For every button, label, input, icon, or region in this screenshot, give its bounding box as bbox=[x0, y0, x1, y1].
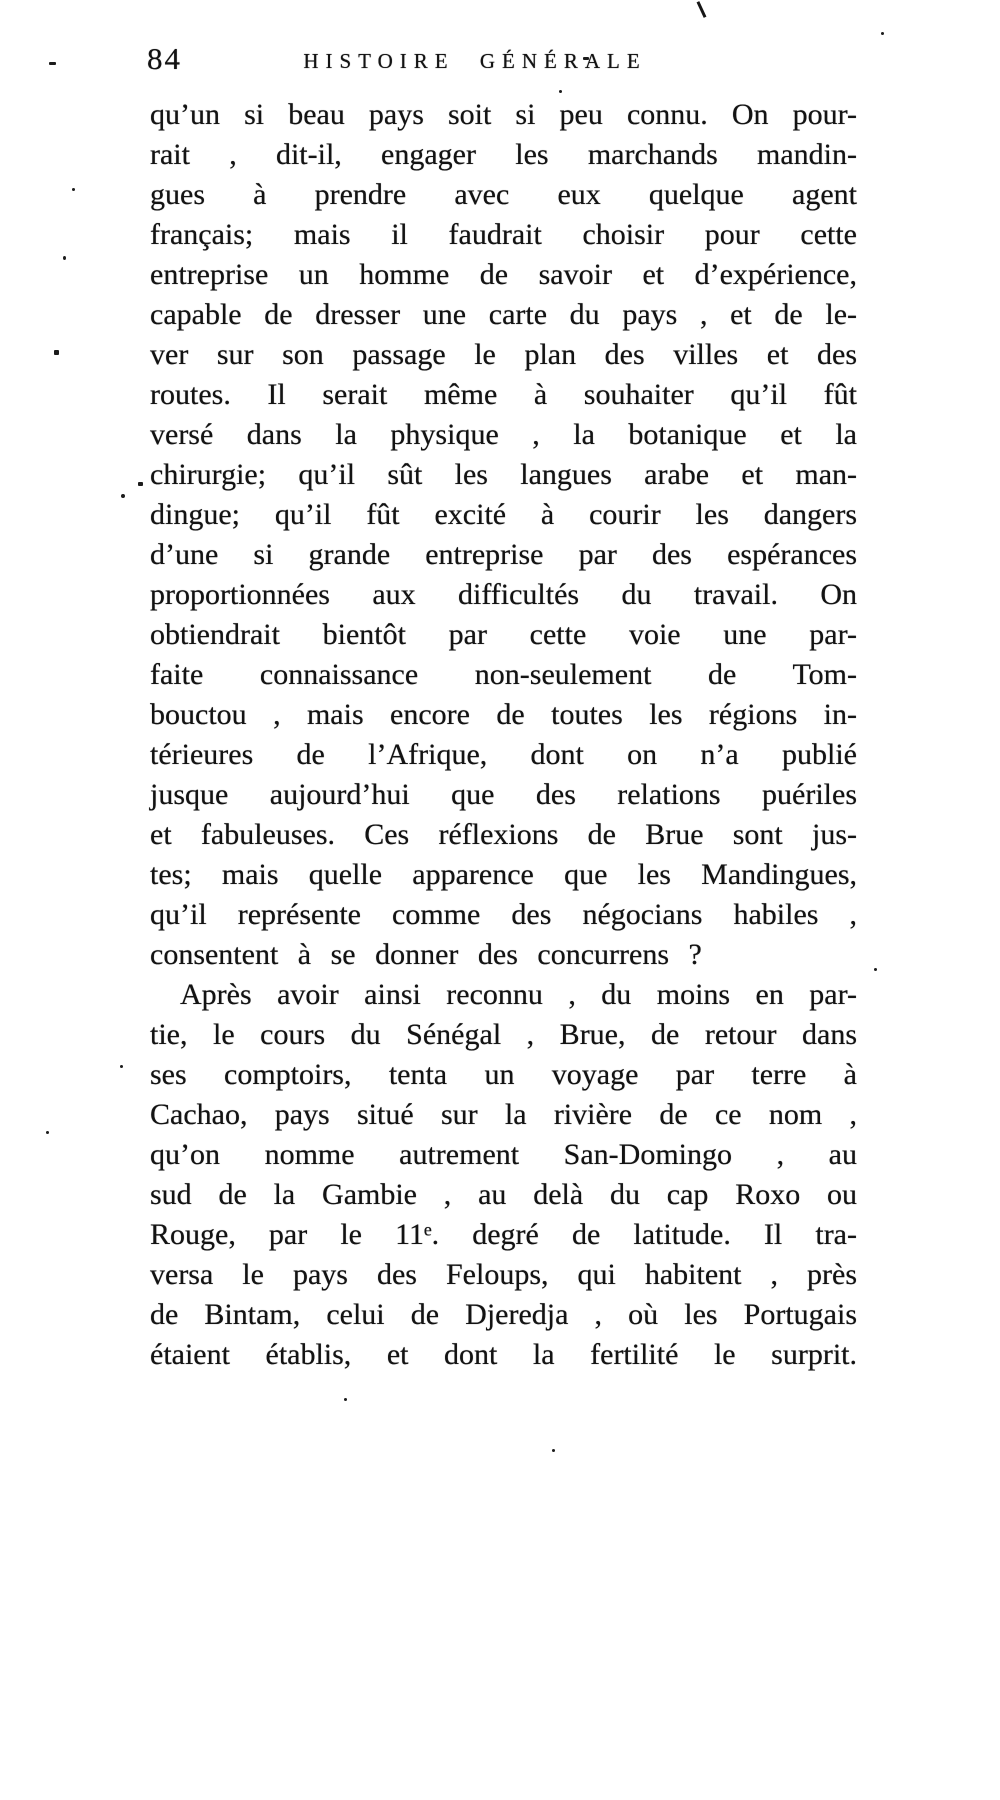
text-line: Rouge, par le 11ᵉ. degré de latitude. Il tra- bbox=[150, 1218, 857, 1251]
text-line: proportionnées aux difficultés du travail. On bbox=[150, 578, 857, 611]
text-line: versa le pays des Feloups, qui habitent , près bbox=[150, 1258, 857, 1291]
scan-speck bbox=[344, 1398, 347, 1401]
text-line: bouctou , mais encore de toutes les régions in- bbox=[150, 698, 857, 731]
text-line: tes; mais quelle apparence que les Mandingues, bbox=[150, 858, 857, 891]
text-line: Cachao, pays situé sur la rivière de ce nom , bbox=[150, 1098, 857, 1131]
scan-stray-mark bbox=[697, 1, 707, 18]
scan-speck bbox=[63, 256, 66, 260]
running-header-title: HISTOIRE GÉNÉRALE bbox=[303, 49, 647, 73]
text-line: entreprise un homme de savoir et d’expérience, bbox=[150, 258, 857, 291]
scan-speck bbox=[120, 1065, 123, 1068]
text-line: consentent à se donner des concurrens ? bbox=[150, 938, 702, 971]
scan-speck bbox=[559, 90, 562, 93]
text-line: dingue; qu’il fût excité à courir les dangers bbox=[150, 498, 857, 531]
text-line: français; mais il faudrait choisir pour cette bbox=[150, 218, 857, 251]
text-block bbox=[150, 95, 857, 1375]
text-line: faite connaissance non-seulement de Tom- bbox=[150, 658, 857, 691]
text-line: sud de la Gambie , au delà du cap Roxo ou bbox=[150, 1178, 857, 1211]
text-line: versé dans la physique , la botanique et la bbox=[150, 418, 857, 451]
text-line: d’une si grande entreprise par des espérances bbox=[150, 538, 857, 571]
text-line: ver sur son passage le plan des villes et des bbox=[150, 338, 857, 371]
text-line: obtiendrait bientôt par cette voie une par- bbox=[150, 618, 857, 651]
scan-speck bbox=[121, 494, 125, 498]
text-line: Après avoir ainsi reconnu , du moins en par- bbox=[180, 978, 857, 1011]
text-line: routes. Il serait même à souhaiter qu’il fût bbox=[150, 378, 857, 411]
page-number: 84 bbox=[147, 41, 182, 76]
scan-speck bbox=[881, 32, 884, 35]
text-line: ses comptoirs, tenta un voyage par terre à bbox=[150, 1058, 857, 1091]
text-line: gues à prendre avec eux quelque agent bbox=[150, 178, 857, 211]
scan-speck bbox=[874, 968, 877, 971]
text-line: et fabuleuses. Ces réflexions de Brue sont jus- bbox=[150, 818, 857, 851]
text-line: térieures de l’Afrique, dont on n’a publié bbox=[150, 738, 857, 771]
scan-speck bbox=[54, 350, 59, 355]
scan-speck bbox=[138, 482, 143, 486]
text-line: rait , dit-il, engager les marchands mandin- bbox=[150, 138, 857, 171]
text-line: qu’un si beau pays soit si peu connu. On pour- bbox=[150, 98, 857, 131]
scan-speck bbox=[552, 1449, 555, 1452]
scan-speck bbox=[46, 1131, 49, 1134]
scan-speck bbox=[72, 188, 75, 191]
text-line: de Bintam, celui de Djeredja , où les Portugais bbox=[150, 1298, 857, 1331]
text-line: étaient établis, et dont la fertilité le surprit. bbox=[150, 1338, 857, 1371]
text-line: qu’on nomme autrement San-Domingo , au bbox=[150, 1138, 857, 1171]
text-line: jusque aujourd’hui que des relations puériles bbox=[150, 778, 857, 811]
text-line: qu’il représente comme des négocians habiles , bbox=[150, 898, 857, 931]
text-line: capable de dresser une carte du pays , et de le- bbox=[150, 298, 857, 331]
text-line: tie, le cours du Sénégal , Brue, de retour dans bbox=[150, 1018, 857, 1051]
text-line: chirurgie; qu’il sût les langues arabe et man- bbox=[150, 458, 857, 491]
